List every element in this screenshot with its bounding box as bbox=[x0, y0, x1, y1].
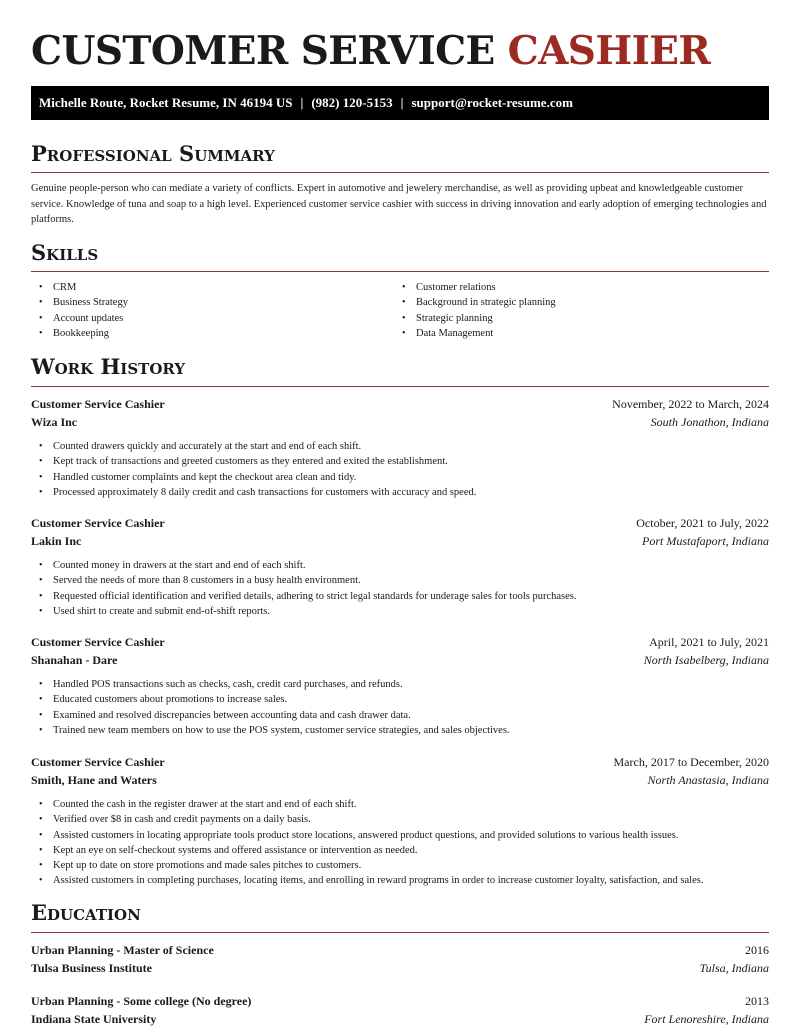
education-school: Tulsa Business Institute bbox=[31, 961, 152, 975]
resume-title bbox=[31, 28, 710, 74]
skills-list-right bbox=[394, 280, 556, 341]
contact-separator: | bbox=[300, 95, 304, 110]
title-main: CUSTOMER SERVICE bbox=[31, 28, 495, 74]
job-location: North Isabelberg, Indiana bbox=[643, 653, 769, 667]
job-title: Customer Service Cashier bbox=[31, 635, 165, 649]
job-company: Wiza Inc bbox=[31, 415, 78, 429]
skill-item: • Business Strategy bbox=[31, 295, 128, 310]
duty-item: • Processed approximately 8 daily credit and cash transactions for customers with accuracy and speed. bbox=[31, 485, 769, 500]
job-entry bbox=[31, 633, 769, 738]
education-entry bbox=[31, 941, 769, 977]
job-dates: March, 2017 to December, 2020 bbox=[613, 755, 769, 769]
section-divider bbox=[31, 271, 769, 272]
contact-email[interactable]: support@rocket-resume.com bbox=[411, 95, 573, 110]
section-divider bbox=[31, 932, 769, 933]
duty-item: • Assisted customers in locating appropriate tools product store locations, answered product questions, and provided solutions to various health issues. bbox=[31, 828, 769, 843]
job-company: Lakin Inc bbox=[31, 534, 82, 548]
skills-list-left bbox=[31, 280, 128, 341]
skill-item: • Strategic planning bbox=[394, 311, 556, 326]
job-company: Smith, Hane and Waters bbox=[31, 773, 157, 787]
contact-phone[interactable]: (982) 120-5153 bbox=[311, 95, 393, 110]
section-divider bbox=[31, 172, 769, 173]
duty-item: • Counted money in drawers at the start and end of each shift. bbox=[31, 558, 769, 573]
job-duties bbox=[31, 439, 769, 500]
skills-heading: Skills bbox=[31, 240, 99, 265]
education-year: 2016 bbox=[745, 943, 769, 957]
job-title: Customer Service Cashier bbox=[31, 516, 165, 530]
job-company: Shanahan - Dare bbox=[31, 653, 118, 667]
work-history-heading: Work History bbox=[31, 354, 186, 379]
duty-item: • Trained new team members on how to use the POS system, customer service strategies, and sales objectives. bbox=[31, 723, 769, 738]
job-location: South Jonathon, Indiana bbox=[650, 415, 769, 429]
job-title: Customer Service Cashier bbox=[31, 755, 165, 769]
contact-address: Michelle Route, Rocket Resume, IN 46194 US bbox=[39, 95, 293, 110]
skill-item: • Customer relations bbox=[394, 280, 556, 295]
duty-item: • Examined and resolved discrepancies between accounting data and cash drawer data. bbox=[31, 708, 769, 723]
education-location: Tulsa, Indiana bbox=[699, 961, 769, 975]
skill-item: • CRM bbox=[31, 280, 128, 295]
duty-item: • Requested official identification and verified details, adhering to strict legal standards for underage sales for tools purchases. bbox=[31, 589, 769, 604]
section-divider bbox=[31, 386, 769, 387]
job-dates: April, 2021 to July, 2021 bbox=[649, 635, 769, 649]
contact-separator: | bbox=[400, 95, 404, 110]
education-heading: Education bbox=[31, 900, 141, 925]
job-title: Customer Service Cashier bbox=[31, 397, 165, 411]
job-location: Port Mustafaport, Indiana bbox=[641, 534, 769, 548]
duty-item: • Served the needs of more than 8 customers in a busy health environment. bbox=[31, 573, 769, 588]
job-entry bbox=[31, 514, 769, 619]
title-accent: CASHIER bbox=[507, 28, 711, 74]
skill-item: • Background in strategic planning bbox=[394, 295, 556, 310]
education-degree: Urban Planning - Master of Science bbox=[31, 943, 214, 957]
duty-item: • Kept up to date on store promotions and made sales pitches to customers. bbox=[31, 858, 769, 873]
education-location: Fort Lenoreshire, Indiana bbox=[644, 1012, 769, 1026]
job-duties bbox=[31, 797, 769, 889]
education-degree: Urban Planning - Some college (No degree) bbox=[31, 994, 252, 1008]
duty-item: • Handled POS transactions such as checks, cash, credit card purchases, and refunds. bbox=[31, 677, 769, 692]
duty-item: • Kept track of transactions and greeted customers as they entered and exited the establishment. bbox=[31, 454, 769, 469]
duty-item: • Assisted customers in completing purchases, locating items, and enrolling in reward programs in order to increase customer loyalty, satisfaction, and sales. bbox=[31, 873, 769, 888]
skill-item: • Bookkeeping bbox=[31, 326, 128, 341]
skill-item: • Account updates bbox=[31, 311, 128, 326]
skill-item: • Data Management bbox=[394, 326, 556, 341]
duty-item: • Kept an eye on self-checkout systems and offered assistance or intervention as needed. bbox=[31, 843, 769, 858]
duty-item: • Counted the cash in the register drawer at the start and end of each shift. bbox=[31, 797, 769, 812]
duty-item: • Educated customers about promotions to increase sales. bbox=[31, 692, 769, 707]
education-year: 2013 bbox=[745, 994, 769, 1008]
education-entry bbox=[31, 992, 769, 1028]
job-dates: November, 2022 to March, 2024 bbox=[612, 397, 769, 411]
contact-bar bbox=[31, 86, 769, 120]
job-entry bbox=[31, 395, 769, 500]
summary-heading: Professional Summary bbox=[31, 141, 275, 166]
job-location: North Anastasia, Indiana bbox=[647, 773, 769, 787]
summary-text: Genuine people-person who can mediate a variety of conflicts. Expert in automotive and jewelery merchandise, as well as providing upbeat and knowledgeable customer service. Knowledge of tuna and soap to a high level. Experienced customer service cashier with success in driving innovation and early adoption of emerging technologies and platforms. bbox=[31, 183, 767, 225]
education-school: Indiana State University bbox=[31, 1012, 157, 1026]
job-duties bbox=[31, 677, 769, 738]
duty-item: • Verified over $8 in cash and credit payments on a daily basis. bbox=[31, 812, 769, 827]
job-entry bbox=[31, 753, 769, 889]
duty-item: • Counted drawers quickly and accurately at the start and end of each shift. bbox=[31, 439, 769, 454]
job-duties bbox=[31, 558, 769, 619]
duty-item: • Handled customer complaints and kept the checkout area clean and tidy. bbox=[31, 470, 769, 485]
job-dates: October, 2021 to July, 2022 bbox=[636, 516, 769, 530]
duty-item: • Used shirt to create and submit end-of-shift reports. bbox=[31, 604, 769, 619]
